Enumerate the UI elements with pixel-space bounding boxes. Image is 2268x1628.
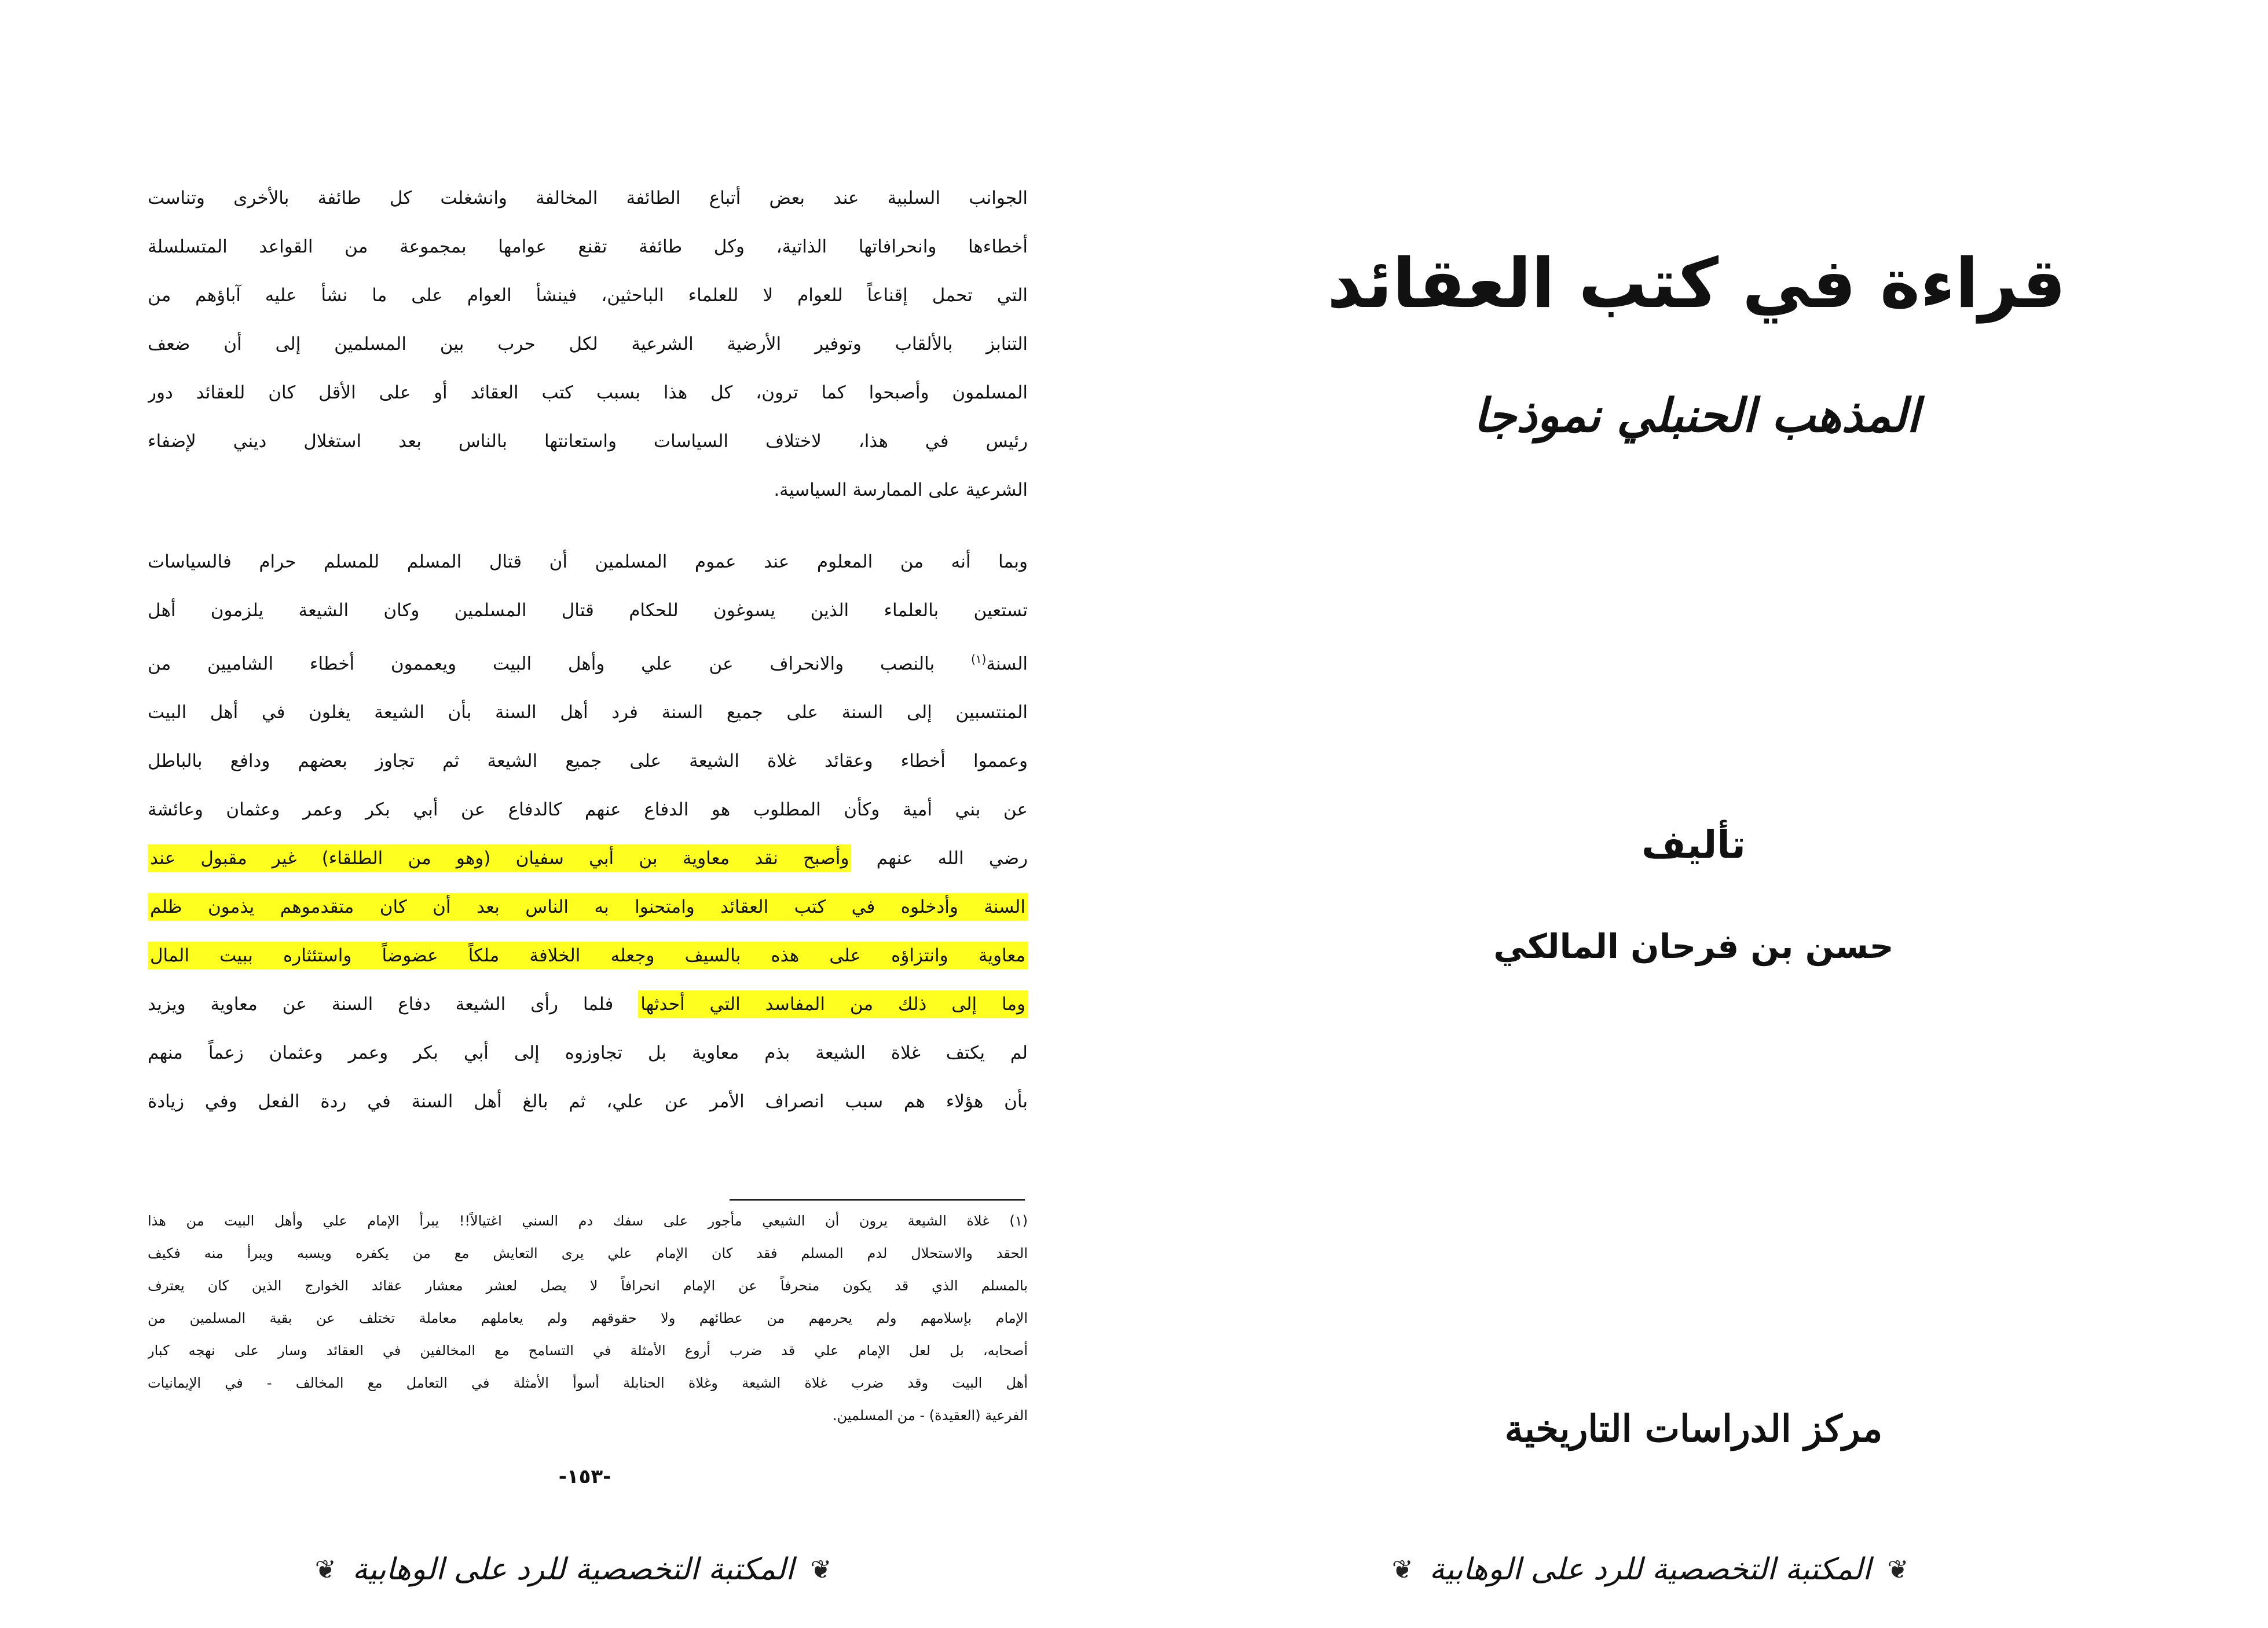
body-line: وبما أنه من المعلوم عند عموم المسلمين أن قتال المسلم للمسلم حرام فالسياسات [148,551,1028,572]
footnote-line: الفرعية (العقيدة) - من المسلمين. [832,1407,1028,1424]
footnote-line: أصحابه، بل لعل الإمام علي قد ضرب أروع الأمثلة في التسامح مع المخالفين في العقائد وسار على نهجه كبار [148,1342,1028,1359]
body-line: الجوانب السلبية عند بعض أتباع الطائفة المخالفة وانشغلت كل طائفة بالأخرى وتناست [148,188,1028,208]
footnote-divider [730,1199,1025,1201]
body-line-lead: السنة [986,653,1028,675]
body-line: وعمموا أخطاء وعقائد غلاة الشيعة على جميع الشيعة ثم تجاوز بعضهم ودافع بالباطل [148,751,1028,772]
body-line: رئيس في هذا، لاختلاف السياسات واستعانتها بالناس بعد استغلال ديني لإضفاء [148,431,1028,452]
floral-ornament-icon: ❦ [1887,1554,1909,1585]
book-subtitle: المذهب الحنبلي نموذجا [1473,388,1920,442]
footnote-line: بالمسلم الذي قد يكون منحرفاً عن الإمام انحرافاً لا يصل لعشر معشار عقائد الخوارج الذين كان يعترف [148,1278,1028,1294]
library-name: المكتبة التخصصية للرد على الوهابية [1429,1552,1871,1587]
book-title: قراءة في كتب العقائد [1327,243,2066,323]
body-line-highlight-start [148,834,1028,883]
body-line: لم يكتف غلاة الشيعة بذم معاوية بل تجاوزوه إلى أبي بكر وعمر وعثمان زعماً منهم [148,1042,1028,1064]
body-text [148,174,1028,1126]
highlighted-text: السنة وأدخلوه في كتب العقائد وامتحنوا به الناس بعد أن كان متقدموهم يذمون ظلم [148,893,1028,921]
library-footer [1332,1543,1969,1596]
highlighted-text: معاوية وانتزاؤه على هذه بالسيف وجعله الخلافة ملكاً عضوضاً واستئثاره ببيت المال [148,942,1028,970]
body-line-plain: فلما رأى الشيعة دفاع السنة عن معاوية ويزيد [148,994,614,1015]
body-line: بأن هؤلاء هم سبب انصراف الأمر عن علي، ثم بالغ أهل السنة في ردة الفعل وفي زيادة [148,1091,1028,1113]
body-line: المنتسبين إلى السنة على جميع السنة فرد أهل السنة بأن الشيعة يغلون في أهل البيت [148,702,1028,723]
footnote-line: (١) غلاة الشيعة يرون أن الشيعي مأجور على سفك دم السني اغتيالاً!! يبرأ الإمام علي وأهل البيت من هذا [148,1213,1028,1229]
highlighted-text: وأصبح نقد معاوية بن أبي سفيان (وهو من الطلقاء) غير مقبول عند [148,844,851,872]
floral-ornament-icon: ❦ [1391,1554,1413,1585]
library-name: المكتبة التخصصية للرد على الوهابية [352,1552,794,1587]
highlighted-text: وما إلى ذلك من المفاسد التي أحدثها [638,990,1028,1018]
body-line: الشرعية على الممارسة السياسية. [774,480,1028,500]
floral-ornament-icon: ❦ [810,1554,832,1585]
footnote-line: أهل البيت وقد ضرب غلاة الشيعة وغلاة الحنابلة أسوأ الأمثلة في التعامل مع المخالف - في الإيمانيات [148,1375,1028,1391]
footnote-line: الحقد والاستحلال لدم المسلم فقد كان الإمام علي يرى التعايش مع من يكفره ويسبه ويبرأ منه فكيف [148,1245,1028,1261]
body-line: عن بني أمية وكأن المطلوب هو الدفاع عنهم كالدفاع عن أبي بكر وعمر وعثمان وعائشة [148,799,1028,821]
footnote-line: الإمام بإسلامهم ولم يحرمهم من عطائهم ولا حقوقهم ولم يعاملهم معاملة تختلف عن بقية المسلمين من [148,1310,1028,1326]
page-number: -١٥٣- [558,1465,611,1488]
publisher-name: مركز الدراسات التاريخية [1504,1407,1883,1451]
body-line-highlighted [148,883,1028,931]
body-line-rest: بالنصب والانحراف عن علي وأهل البيت ويعممون أخطاء الشاميين من [148,653,935,675]
body-line: أخطاءها وانحرافاتها الذاتية، وكل طائفة تقنع عوامها بمجموعة من القواعد المتسلسلة [148,236,1028,257]
body-line: تستعين بالعلماء الذين يسوغون للحكام قتال المسلمين وكان الشيعة يلزمون أهل [148,600,1028,621]
author-name: حسن بن فرحان المالكي [1493,927,1894,966]
footnote-marker: (١) [970,652,987,666]
body-line: المسلمون وأصبحوا كما ترون، كل هذا بسبب كتب العقائد أو على الأقل كان للعقائد دور [148,382,1028,403]
body-line-plain: رضي الله عنهم [876,848,1028,869]
floral-ornament-icon: ❦ [314,1554,336,1585]
body-line-with-footnote [148,635,1028,688]
footnotes [148,1205,1028,1432]
body-line-highlight-end [148,980,1028,1029]
by-label: تأليف [1642,822,1746,867]
body-line: التنابز بالألقاب وتوفير الأرضية الشرعية لكل حرب بين المسلمين إلى أن ضعف [148,334,1028,354]
library-footer [255,1543,892,1596]
body-line: التي تحمل إقناعاً للعوام لا للعلماء الباحثين، فينشأ العوام على ما نشأ عليه آباؤهم من [148,285,1028,306]
body-line-highlighted [148,931,1028,980]
